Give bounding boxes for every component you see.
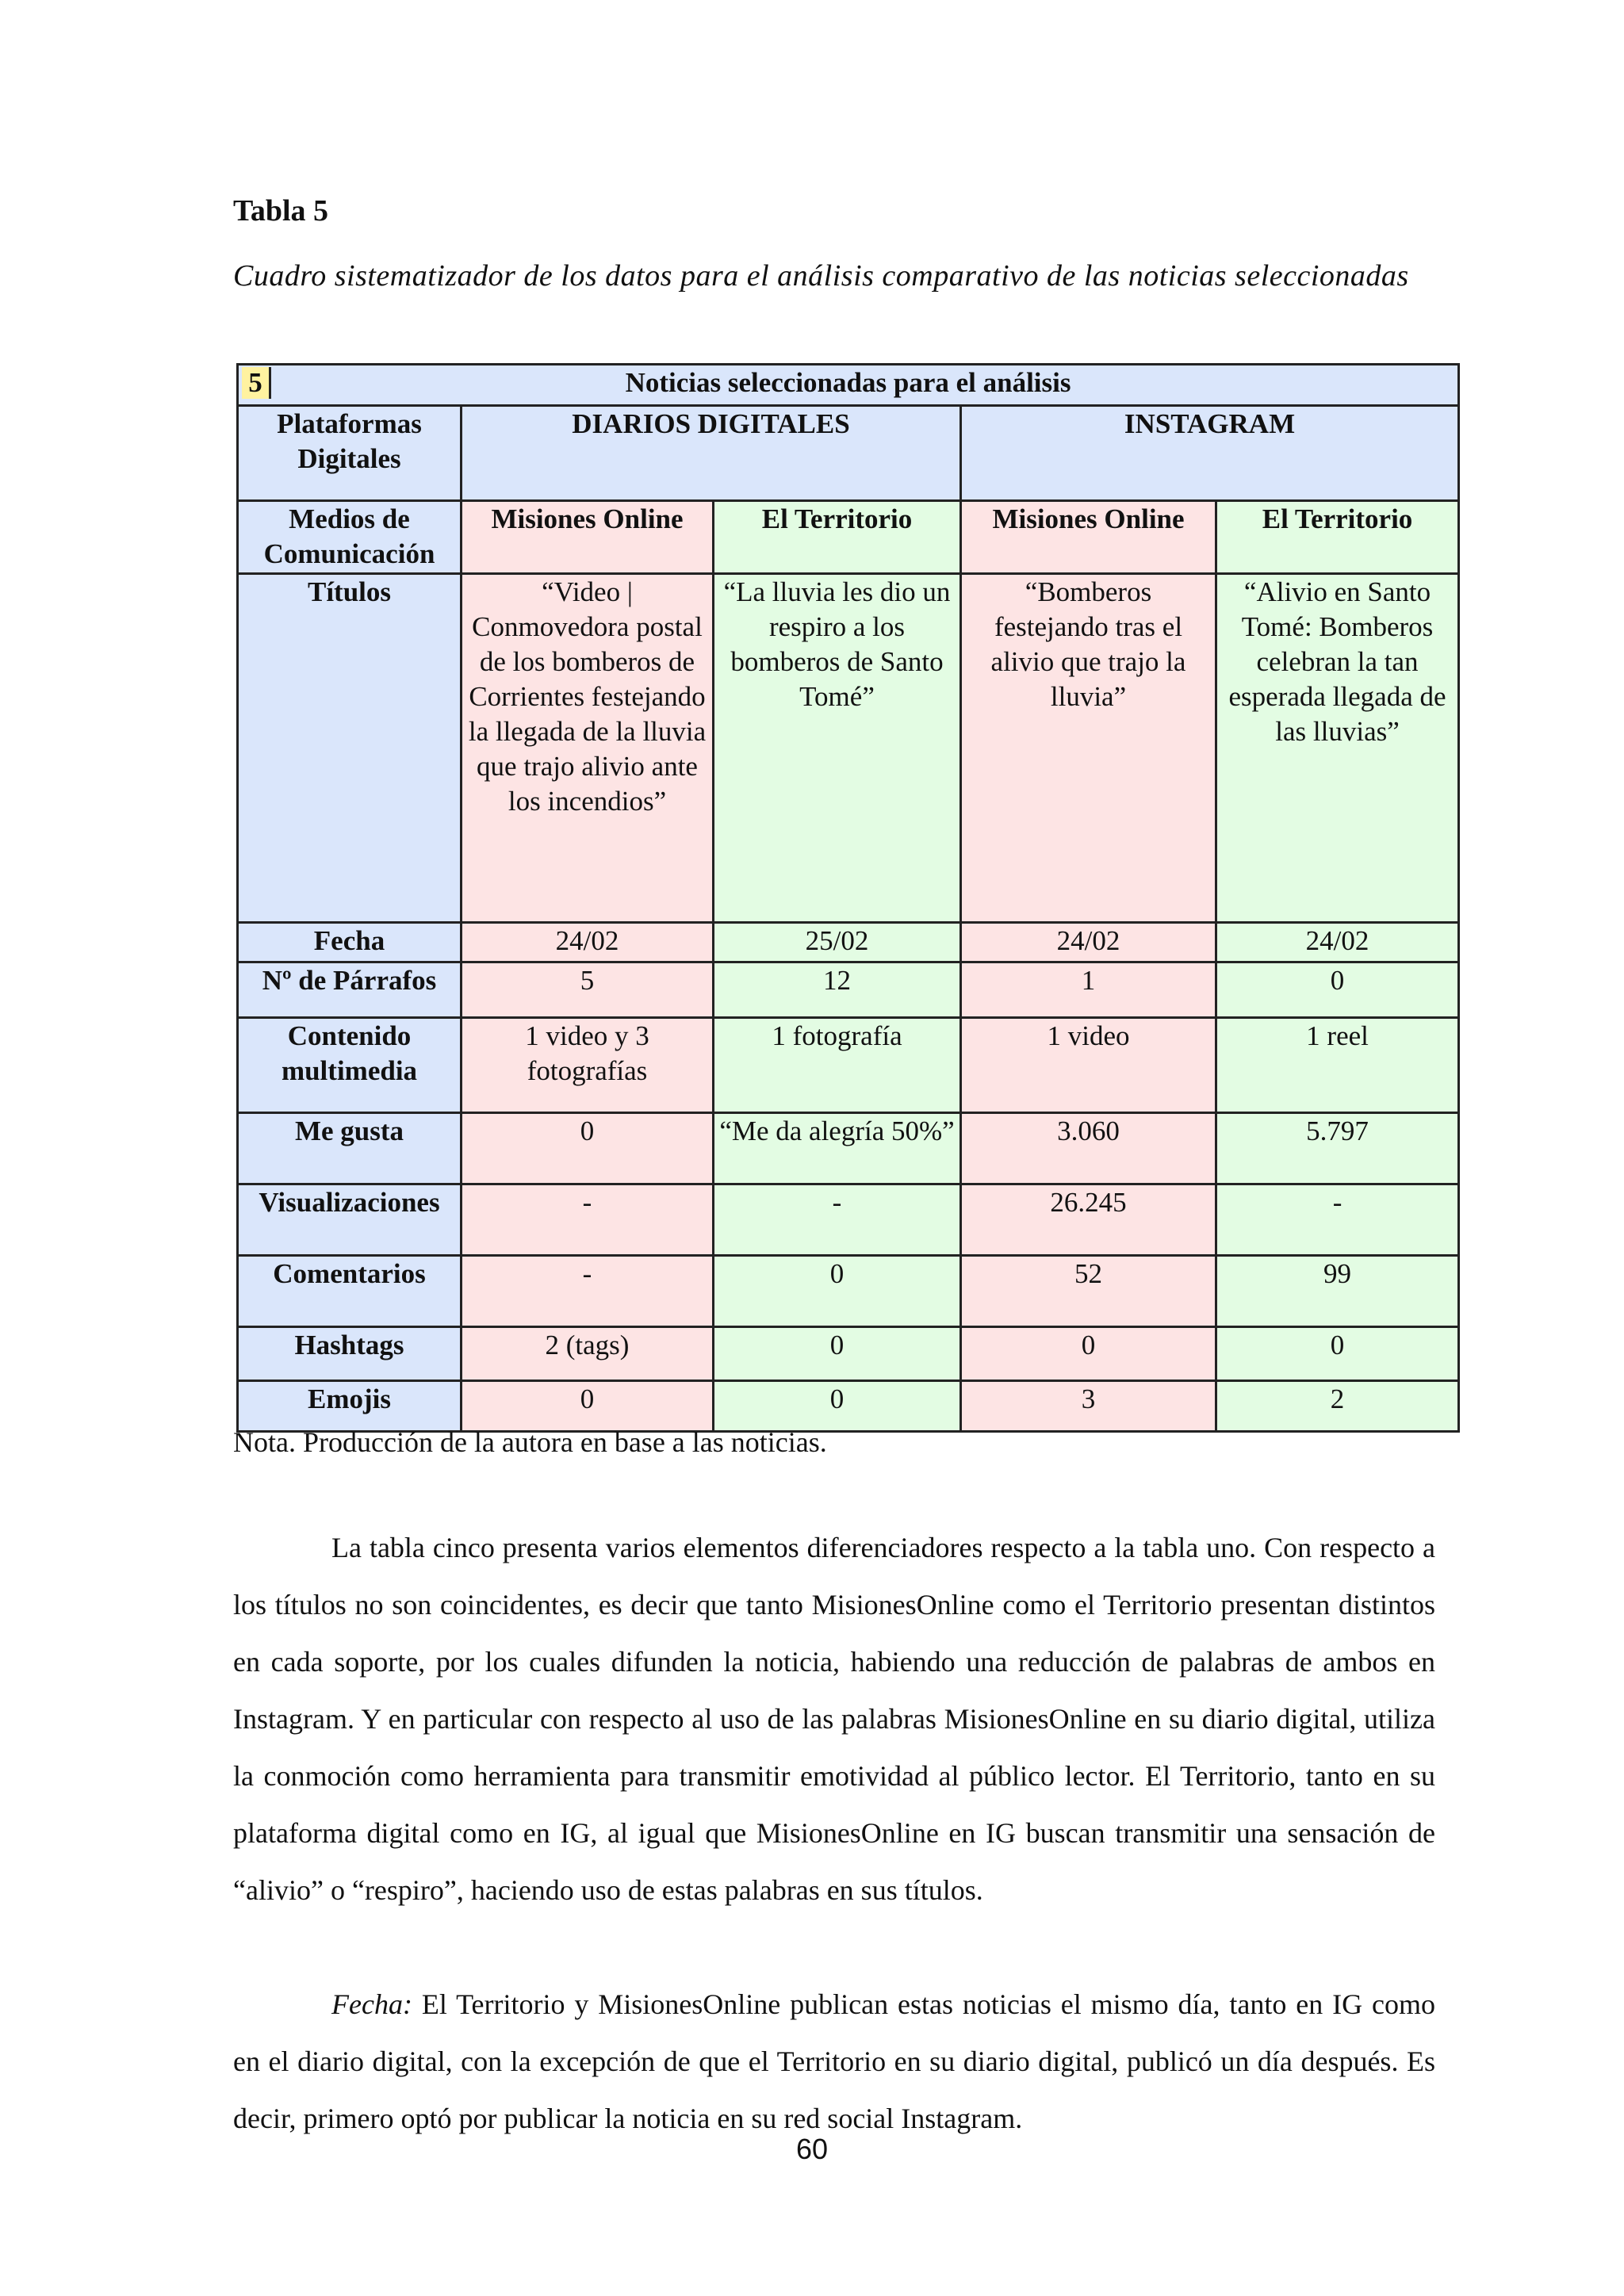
table-cell: 0 (1216, 1327, 1459, 1381)
table-cell: 3 (961, 1381, 1216, 1432)
row-label-parrafos: Nº de Párrafos (238, 962, 462, 1018)
row-label-hashtags: Hashtags (238, 1327, 462, 1381)
table-cell: “Bomberos festejando tras el alivio que trajo la lluvia” (961, 574, 1216, 923)
table-cell: “Video | Conmovedora postal de los bomberos de Corrientes festejando la llegada de la lluvia que trajo alivio ante los incendios” (462, 574, 714, 923)
row-label-comentarios: Comentarios (238, 1256, 462, 1327)
table-cell: - (714, 1184, 961, 1256)
table-cell: 1 video (961, 1018, 1216, 1113)
body-paragraph-2-text: El Territorio y MisionesOnline publican estas noticias el mismo día, tanto en IG como en el diario digital, con la excepción de que el Territorio en su diario digital, publicó un día después. Es decir, primero optó por publicar la noticia en su red social Instagram. (233, 1988, 1436, 2134)
table-cell: 1 video y 3 fotografías (462, 1018, 714, 1113)
platform-diarios-digitales: DIARIOS DIGITALES (462, 406, 961, 501)
row-label-emojis: Emojis (238, 1381, 462, 1432)
table-main-header-label: Noticias seleccionadas para el análisis (625, 367, 1071, 398)
table-caption-title: Cuadro sistematizador de los datos para el análisis comparativo de las noticias seleccionadas (233, 259, 1409, 293)
table-cell: 0 (462, 1113, 714, 1184)
row-label-visualizaciones: Visualizaciones (238, 1184, 462, 1256)
table-row (238, 1184, 1459, 1256)
table-cell: 25/02 (714, 923, 961, 962)
table-row (238, 1113, 1459, 1184)
table-cell: 52 (961, 1256, 1216, 1327)
table-cell: - (462, 1184, 714, 1256)
table-cell: - (1216, 1184, 1459, 1256)
table-row (238, 1381, 1459, 1432)
table-row (238, 574, 1459, 923)
table-cell: 2 (1216, 1381, 1459, 1432)
media-misiones-online-ig: Misiones Online (961, 501, 1216, 574)
table-cell: 24/02 (1216, 923, 1459, 962)
page-number: 60 (795, 2133, 829, 2165)
table-cell: 0 (714, 1327, 961, 1381)
platforms-label: Plataformas Digitales (238, 406, 462, 501)
table-cell: - (462, 1256, 714, 1327)
table-cell: “Me da alegría 50%” (714, 1113, 961, 1184)
media-el-territorio-ig: El Territorio (1216, 501, 1459, 574)
table-cell: 5 (462, 962, 714, 1018)
table-cell: 0 (714, 1381, 961, 1432)
comparison-table (236, 363, 1460, 1433)
row-label-fecha: Fecha (238, 923, 462, 962)
row-label-titulos: Títulos (238, 574, 462, 923)
table-cell: 24/02 (462, 923, 714, 962)
media-el-territorio-diario: El Territorio (714, 501, 961, 574)
table-row (238, 923, 1459, 962)
media-label: Medios de Comunicación (238, 501, 462, 574)
table-main-header (238, 365, 1459, 406)
table-index-box: 5 (242, 367, 271, 399)
table-cell: “La lluvia les dio un respiro a los bomberos de Santo Tomé” (714, 574, 961, 923)
table-cell: 0 (1216, 962, 1459, 1018)
table-row (238, 1256, 1459, 1327)
table-note: Nota. Producción de la autora en base a las noticias. (233, 1426, 827, 1458)
media-misiones-online-diario: Misiones Online (462, 501, 714, 574)
table-cell: 99 (1216, 1256, 1459, 1327)
table-row (238, 1327, 1459, 1381)
table-cell: 2 (tags) (462, 1327, 714, 1381)
table-cell: “Alivio en Santo Tomé: Bomberos celebran la tan esperada llegada de las lluvias” (1216, 574, 1459, 923)
table-cell: 24/02 (961, 923, 1216, 962)
table-cell: 0 (961, 1327, 1216, 1381)
table-row (238, 1018, 1459, 1113)
paragraph-lead-fecha: Fecha: (331, 1988, 412, 2020)
table-cell: 1 reel (1216, 1018, 1459, 1113)
table-cell: 0 (462, 1381, 714, 1432)
body-paragraph-1: La tabla cinco presenta varios elementos diferenciadores respecto a la tabla uno. Con respecto a los títulos no son coincidentes, es decir que tanto MisionesOnline como el Territorio presentan distintos en cada soporte, por los cuales difunden la noticia, habiendo una reducción de palabras de ambos en Instagram. Y en particular con respecto al uso de las palabras MisionesOnline en su diario digital, utiliza la conmoción como herramienta para transmitir emotividad al público lector. El Territorio, tanto en su plataforma digital como en IG, al igual que MisionesOnline en IG buscan transmitir una sensación de “alivio” o “respiro”, haciendo uso de estas palabras en sus títulos. (233, 1532, 1435, 1906)
row-label-me-gusta: Me gusta (238, 1113, 462, 1184)
table-cell: 3.060 (961, 1113, 1216, 1184)
table-cell: 0 (714, 1256, 961, 1327)
platform-instagram: INSTAGRAM (961, 406, 1459, 501)
table-cell: 1 fotografía (714, 1018, 961, 1113)
table-cell: 1 (961, 962, 1216, 1018)
body-paragraph-2 (233, 1976, 1435, 2147)
table-caption-number: Tabla 5 (233, 194, 329, 228)
table-row (238, 962, 1459, 1018)
table-cell: 12 (714, 962, 961, 1018)
row-label-contenido: Contenido multimedia (238, 1018, 462, 1113)
table-cell: 26.245 (961, 1184, 1216, 1256)
table-cell: 5.797 (1216, 1113, 1459, 1184)
